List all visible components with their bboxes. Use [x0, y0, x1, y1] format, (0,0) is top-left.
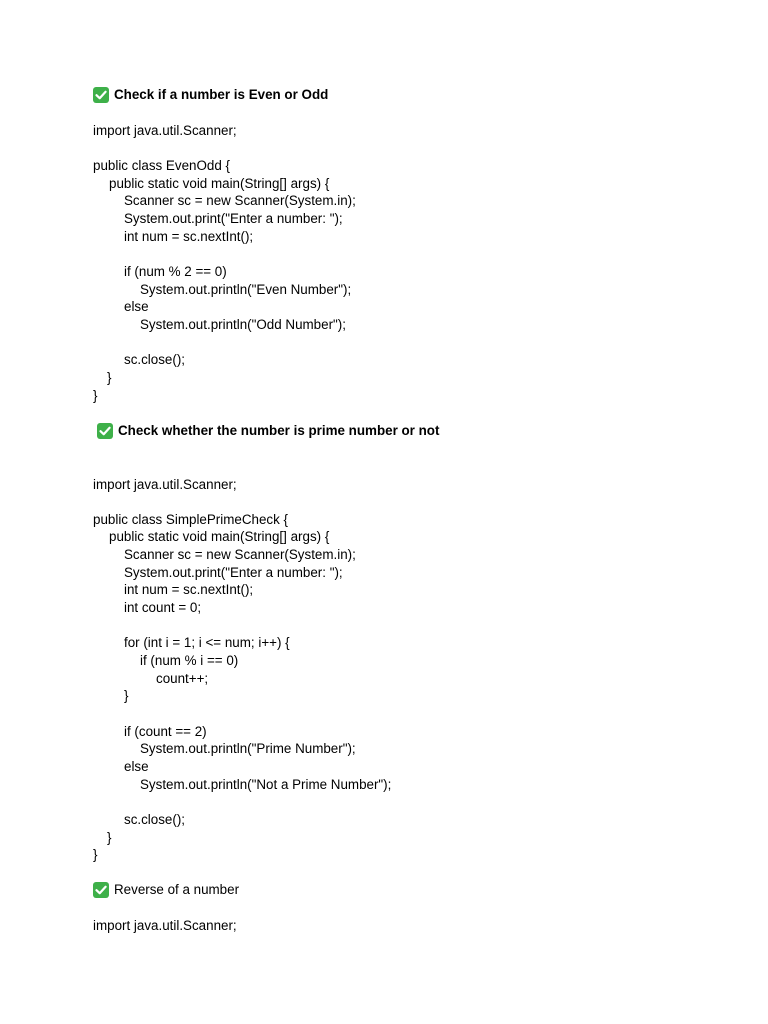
heading-text: Check whether the number is prime number or not — [118, 423, 440, 438]
code-line: public class SimplePrimeCheck { — [93, 512, 288, 527]
code-line: } — [107, 830, 112, 845]
code-line: for (int i = 1; i <= num; i++) { — [124, 635, 290, 650]
code-line: import java.util.Scanner; — [93, 477, 237, 492]
code-line: public static void main(String[] args) { — [109, 176, 330, 191]
section-heading-even-odd — [93, 86, 328, 104]
code-line: System.out.print("Enter a number: "); — [124, 565, 343, 580]
code-line: else — [124, 759, 149, 774]
code-line: if (num % 2 == 0) — [124, 264, 227, 279]
code-line: int num = sc.nextInt(); — [124, 229, 254, 244]
code-line: int num = sc.nextInt(); — [124, 582, 254, 597]
code-line: } — [93, 847, 98, 862]
section-heading-prime-check — [97, 422, 439, 440]
code-line: public static void main(String[] args) { — [109, 529, 330, 544]
code-line: int count = 0; — [124, 600, 202, 615]
code-line: } — [93, 388, 98, 403]
code-line: System.out.println("Even Number"); — [140, 282, 352, 297]
heading-text: Check if a number is Even or Odd — [114, 87, 329, 102]
code-line: sc.close(); — [124, 352, 186, 367]
check-mark-icon — [93, 87, 109, 103]
code-line: System.out.println("Not a Prime Number"); — [140, 777, 392, 792]
code-line: else — [124, 299, 149, 314]
check-mark-icon — [97, 423, 113, 439]
code-line: import java.util.Scanner; — [93, 123, 237, 138]
code-line: public class EvenOdd { — [93, 158, 230, 173]
code-line: } — [107, 370, 112, 385]
code-line: System.out.println("Odd Number"); — [140, 317, 346, 332]
code-line: } — [124, 688, 129, 703]
code-line: sc.close(); — [124, 812, 186, 827]
code-line: Scanner sc = new Scanner(System.in); — [124, 547, 356, 562]
code-line: if (count == 2) — [124, 724, 207, 739]
code-line: System.out.print("Enter a number: "); — [124, 211, 343, 226]
section-heading-reverse-number — [93, 881, 239, 899]
heading-text: Reverse of a number — [114, 882, 240, 897]
code-line: count++; — [156, 671, 209, 686]
code-line: Scanner sc = new Scanner(System.in); — [124, 193, 356, 208]
code-line: System.out.println("Prime Number"); — [140, 741, 356, 756]
check-mark-icon — [93, 882, 109, 898]
code-line: import java.util.Scanner; — [93, 918, 237, 933]
code-line: if (num % i == 0) — [140, 653, 239, 668]
